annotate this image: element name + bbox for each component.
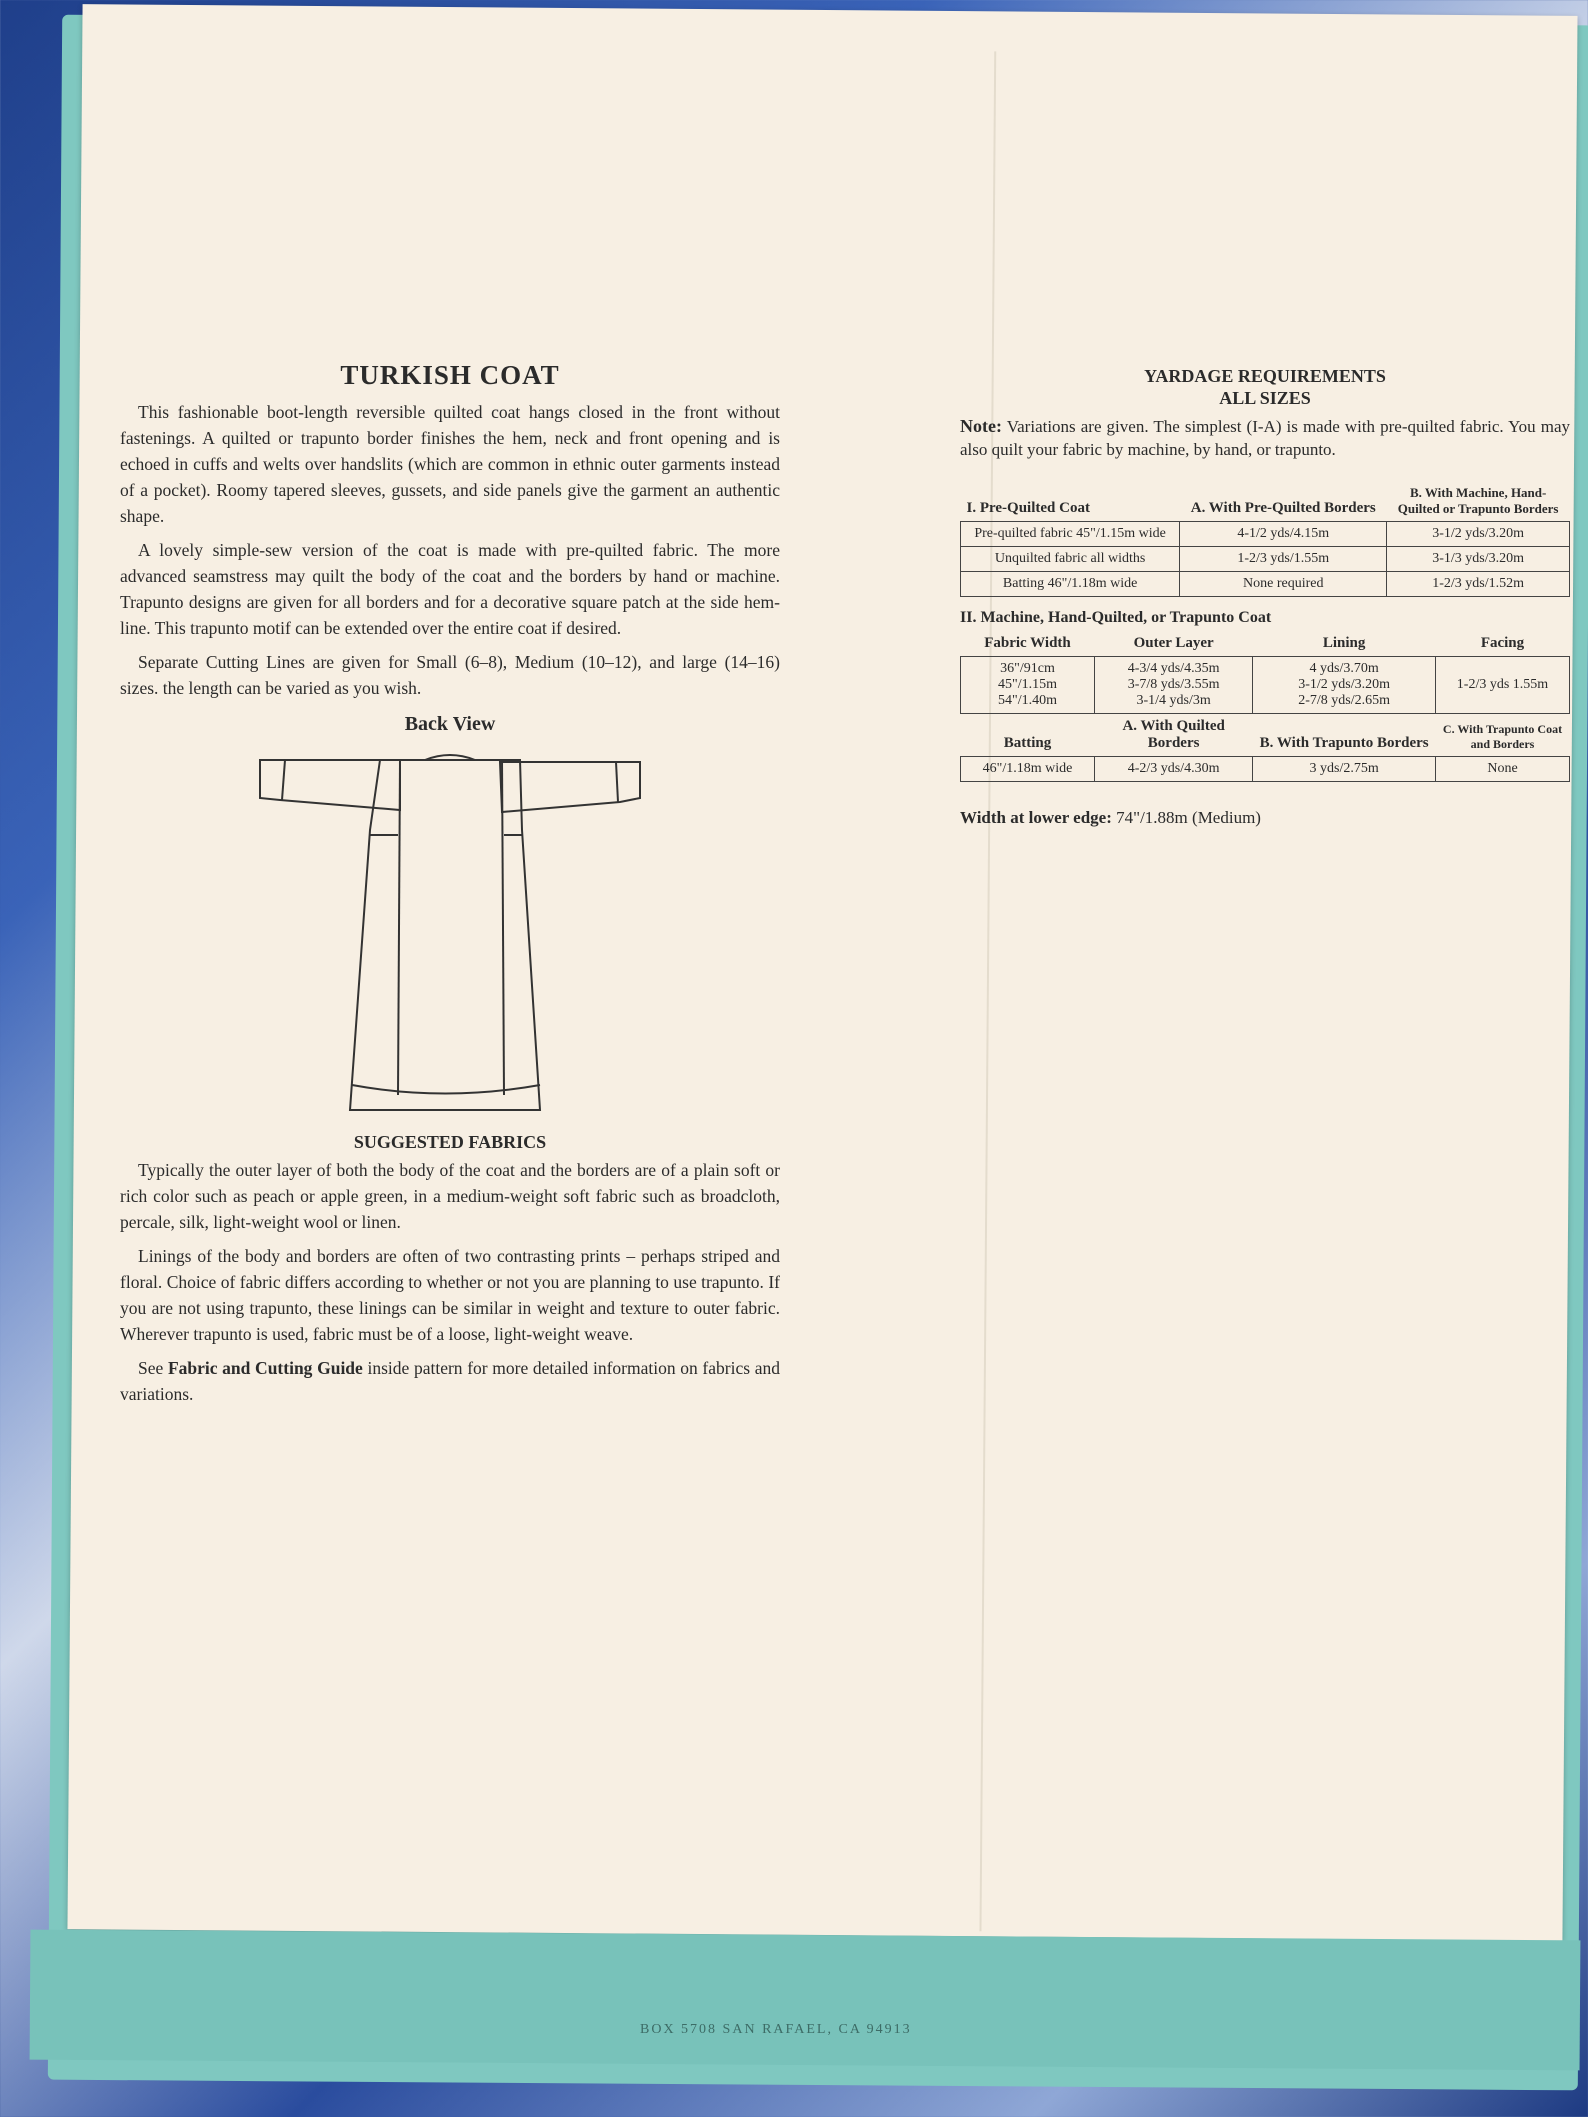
yardage-note [960,415,1570,461]
yardage-title: YARDAGE REQUIREMENTS [1144,366,1386,386]
publisher-address: BOX 5708 SAN RAFAEL, CA 94913 [640,2022,912,2037]
lining-54: 2-7/8 yds/2.65m [1298,693,1391,708]
envelope-bottom-flap [30,1930,1581,2071]
row3-b: 1-2/3 yds/1.52m [1387,572,1570,597]
note-label: Note: [960,416,1002,436]
outer-36: 4-3/4 yds/4.35m [1127,661,1220,676]
note-text: Variations are given. The simplest (I-A) is made with pre-quilted fabric. You may also quilt your fabric by machine, by hand, or trapunto. [960,417,1570,459]
row2-b: 3-1/3 yds/3.20m [1387,547,1570,572]
yardage-subtitle: ALL SIZES [1219,388,1311,408]
back-view-label: Back View [404,713,496,735]
batting-c: None [1435,757,1569,782]
row2-a: 1-2/3 yds/1.55m [1180,547,1387,572]
right-column [960,365,1570,828]
lining-cell [1253,657,1436,714]
see-guide-paragraph [120,1355,780,1407]
section2-label: II. Machine, Hand-Quilted, or Trapunto Coat [960,609,1272,626]
batting-b: 3 yds/2.75m [1253,757,1436,782]
table-row [961,547,1570,572]
row1-b: 3-1/2 yds/3.20m [1387,522,1570,547]
widths-cell [961,657,1095,714]
hdr-batting-a: A. With Quilted Borders [1122,718,1225,751]
hdr-lining: Lining [1322,635,1366,651]
see-prefix: See [138,1358,168,1378]
outer-cell [1094,657,1252,714]
description-paragraph-3: Separate Cutting Lines are given for Small (6–8), Medium (10–12), and large (14–16) sizes. the length can be varied as you wish. [120,652,780,698]
hdr-batting: Batting [1003,735,1052,751]
lower-edge-width [960,808,1570,828]
hdr-batting-b: B. With Trapunto Borders [1259,735,1429,751]
batting-width: 46"/1.18m wide [961,757,1095,782]
hdr-fabric-width: Fabric Width [984,635,1071,651]
row2-item: Unquilted fabric all widths [961,547,1180,572]
row3-item: Batting 46"/1.18m wide [961,572,1180,597]
coat-title: TURKISH COAT [340,360,560,390]
outer-45: 3-7/8 yds/3.55m [1127,677,1220,692]
width-label: Width at lower edge: [960,808,1112,827]
row1-a: 4-1/2 yds/4.15m [1180,522,1387,547]
lining-36: 4 yds/3.70m [1309,661,1379,676]
coat-back-view-drawing [240,740,660,1120]
batting-header-row [961,714,1570,757]
batting-a: 4-2/3 yds/4.30m [1094,757,1252,782]
width-45: 45"/1.15m [997,677,1057,692]
width-54: 54"/1.40m [997,693,1057,708]
lining-45: 3-1/2 yds/3.20m [1298,677,1391,692]
table-row [961,522,1570,547]
see-suffix: inside pattern for more detailed information on fabrics and variations. [120,1358,780,1404]
hdr-batting-c: C. With Trapunto Coat and Borders [1442,722,1563,751]
outer-54: 3-1/4 yds/3m [1136,693,1211,708]
table-row [961,657,1570,714]
suggested-paragraph-1: Typically the outer layer of both the body of the coat and the borders are of a plain soft or rich color such as peach or apple green, in a medium-weight soft fabric such as broadcloth, percale, silk, light-weight wool or linen. [120,1160,780,1232]
section2-header-row [961,631,1570,657]
row3-a: None required [1180,572,1387,597]
machine-quilted-table [960,631,1570,782]
left-column [120,360,780,1415]
prequilted-table [960,481,1570,597]
width-value: 74"/1.88m (Medium) [1111,808,1261,827]
hdr-facing: Facing [1480,635,1525,651]
suggested-paragraph-2: Linings of the body and borders are often of two contrasting prints – perhaps striped and floral. Choice of fabric differs according to whether or not you are planning to use trapunto. If you are not using trapunto, these linings can be similar in weight and texture to outer fabric. Wherever trapunto is used, fabric must be of a loose, light-weight weave. [120,1246,780,1344]
hdr-outer-layer: Outer Layer [1133,635,1214,651]
description-paragraph-2: A lovely simple-sew version of the coat is made with pre-quilted fabric. The more advanced seamstress may quilt the body of the coat and the borders by hand or machine. Trapunto designs are given for all borders and for a decorative square patch at the side hem-line. This trapunto motif can be extended over the entire coat if desired. [120,540,780,638]
see-guide-bold: Fabric and Cutting Guide [167,1358,363,1378]
facing-cell: 1-2/3 yds 1.55m [1435,657,1569,714]
description-paragraph-1: This fashionable boot-length reversible quilted coat hangs closed in the front without fastenings. A quilted or trapunto border finishes the hem, neck and front opening and is echoed in cuffs and welts over handslits (which are common in ethnic outer garments instead of a pocket). Roomy tapered sleeves, gussets, and side panels give the garment an authentic shape. [120,402,780,526]
prequilted-header-row [961,481,1570,522]
width-36: 36"/91cm [1000,661,1055,676]
section1-label: I. Pre-Quilted Coat [966,500,1090,516]
section1-col-a: A. With Pre-Quilted Borders [1190,500,1376,516]
table-row [961,757,1570,782]
suggested-fabrics-title: SUGGESTED FABRICS [353,1132,547,1152]
row1-item: Pre-quilted fabric 45"/1.15m wide [961,522,1180,547]
fold-line [979,51,996,1931]
section1-col-b: B. With Machine, Hand-Quilted or Trapunto Borders [1397,485,1559,516]
table-row [961,572,1570,597]
